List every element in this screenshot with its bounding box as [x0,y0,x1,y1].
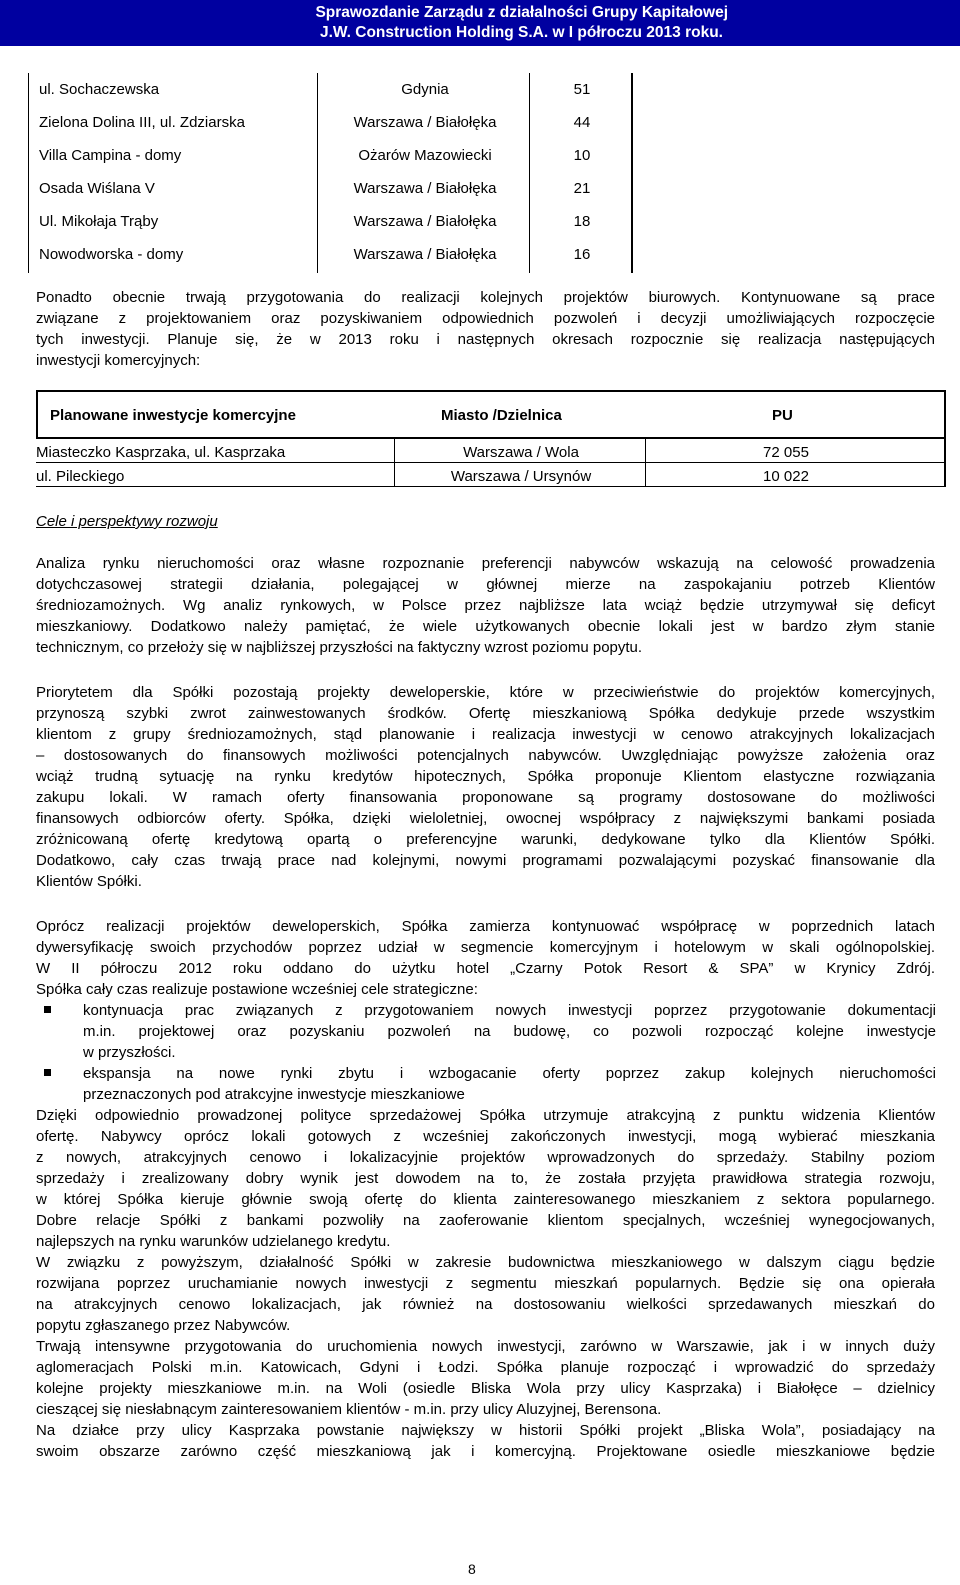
investment-city: Warszawa / Białołęka [353,213,497,230]
investment-name: ul. Pileckiego [36,468,125,485]
table-row [29,238,631,270]
square-bullet-icon [44,1006,51,1013]
investment-area: 10 022 [763,468,809,485]
text-line: ekspansja na nowe rynki zbytu i wzbogacanie oferty poprzez zakup kolejnych nieruchomości [83,1065,936,1082]
text-line: Dzięki odpowiednio prowadzonej polityce sprzedażowej Spółka utrzymuje atrakcyjną z punktu widzenia Klientów [36,1107,935,1124]
investment-count: 18 [573,213,591,230]
table-row [29,205,631,237]
investment-count: 51 [573,81,591,98]
text-line: klientom z grupy średniozamożnych, stąd planowanie i realizacja inwestycji w cenowo atrakcyjnych lokalizacjach [36,726,935,743]
investment-name: Nowodworska - domy [39,246,184,263]
text-line: Analiza rynku nieruchomości oraz własne rozpoznanie preferencji nabywców wskazują na celowość prowadzenia [36,555,935,572]
text-line: najlepszych na rynku warunków udzielanego kredytu. [36,1233,391,1250]
header-title-line1: Sprawozdanie Zarządu z działalności Grupy Kapitałowej [315,4,728,21]
table-header-row [36,390,946,439]
text-line: cieszącej się niesłabnącym zainteresowaniem klientów - m.in. przy ulicy Aluzyjnej, Berensona. [36,1401,662,1418]
text-line: Na działce przy ulicy Kasprzaka powstanie największy w historii Spółki projekt „Bliska Wola”, posiadający na [36,1422,935,1439]
table-row [29,106,631,138]
text-line: kolejne projekty mieszkaniowe m.in. na Woli (osiedle Bliska Wola przy ulicy Kasprzaka) i Białołęce – dzielnicy [36,1380,935,1397]
investment-city: Warszawa / Wola [463,444,579,461]
investment-count: 10 [573,147,591,164]
text-line: w której Spółka kieruje głównie swoją ofertę do klienta zainteresowanego mieszkaniem z sektora popularnego. [36,1191,935,1208]
square-bullet-icon [44,1069,51,1076]
text-line: dotychczasowej strategii działania, polegającej w głównej mierze na zaspokajaniu potrzeb Klientów [36,576,935,593]
text-line: finansowych odbiorców oferty. Spółka, dzięki wieloletniej, owocnej współpracy z największymi bankami posiada [36,810,935,827]
paragraph-diversification [36,916,935,1000]
text-line: – dostosowanych do finansowych możliwości potencjalnych nabywców. Uwzględniając powyższe założenia oraz [36,747,935,764]
header-title-line2: J.W. Construction Holding S.A. w I półroczu 2013 roku. [319,24,723,41]
text-line: mieszkaniowy. Dodatkowo należy pamiętać, że wiele użytkowanych obecnie lokali jest w bardzo złym stanie [36,618,935,635]
table-row [29,139,631,171]
text-line: inwestycji komercyjnych: [36,352,201,369]
text-line: Priorytetem dla Spółki pozostają projekty deweloperskie, które w przeciwieństwie do projektów komercyjnych, [36,684,935,701]
text-line: w przyszłości. [83,1044,176,1061]
text-line: technicznym, co przełoży się w najbliższej przyszłości na faktyczny wzrost poziomu popytu. [36,639,643,656]
text-line: popytu zgłaszanego przez Nabywców. [36,1317,291,1334]
text-line: z nowych, atrakcyjnych cenowo i lokalizacyjnie projektów wprowadzonych do sprzedaży. Stabilny poziom [36,1149,935,1166]
paragraph-market-analysis [36,553,935,658]
text-line: Dodatkowo, cały czas trwają prace nad kolejnymi, nowymi programami pozwalającymi pozyskać finansowanie dla [36,852,935,869]
text-line: swoim obszarze zarówno część mieszkaniową jak i komercyjną. Projektowane osiedle mieszkaniowe będzie [36,1443,935,1460]
investment-count: 21 [573,180,591,197]
text-line: Trwają intensywne przygotowania do uruchomienia nowych inwestycji, zarówno w Warszawie, jak i w innych duży [36,1338,935,1355]
list-item [36,1063,936,1105]
text-line: aglomeracjach Polski m.in. Katowicach, Gdyni i Łodzi. Spółka planuje rozpocząć i wprowadzić do sprzedaży [36,1359,935,1376]
text-line: zróżnicowaną ofertę kredytową opartą o preferencyjne warunki, dedykowane tylko dla Klientów Spółki. [36,831,935,848]
text-line: Klientów Spółki. [36,873,142,890]
text-line: dywersyfikację swoich przychodów poprzez udział w segmencie komercyjnym i hotelowym w skali ogólnopolskiej. [36,939,935,956]
text-line: m.in. projektowej oraz pozyskaniu pozwoleń na budowę, co pozwoli rozpocząć kolejne inwestycje [83,1023,936,1040]
section-title: Cele i perspektywy rozwoju [36,513,218,530]
table-header-cell: Miasto /Dzielnica [441,407,562,424]
text-line: przeznaczonych pod atrakcyjne inwestycje mieszkaniowe [83,1086,465,1103]
investment-city: Ożarów Mazowiecki [358,147,492,164]
paragraph-priorities [36,682,935,892]
investment-city: Gdynia [401,81,449,98]
list-item [36,1000,936,1063]
investment-area: 72 055 [763,444,809,461]
table-row [29,172,631,204]
investment-name: Zielona Dolina III, ul. Zdziarska [39,114,245,131]
text-line: tych inwestycji. Planuje się, że w 2013 roku i następnych okresach rozpocznie się realizacja następujących [36,331,935,348]
text-line: Spółka cały czas realizuje postawione wcześniej cele strategiczne: [36,981,478,998]
text-line: związane z projektowaniem oraz pozyskiwaniem odpowiednich pozwoleń i decyzji umożliwiających rozpoczęcie [36,310,935,327]
text-line: Ponadto obecnie trwają przygotowania do realizacji kolejnych projektów biurowych. Kontynuowane są prace [36,289,935,306]
table-row [29,73,631,105]
table-header-cell: PU [772,407,793,424]
text-line: sprzedaży i zrealizowany dobry wynik jest dowodem na to, że została przyjęta prawidłowa strategia rozwoju, [36,1170,935,1187]
investment-city: Warszawa / Białołęka [353,246,497,263]
residential-investments-table [28,73,633,273]
investment-city: Warszawa / Białołęka [353,180,497,197]
investment-name: ul. Sochaczewska [39,81,160,98]
text-line: ofertę. Nabywcy oprócz lokali gotowych z wcześniej zakończonych inwestycji, mogą wybierać mieszkania [36,1128,935,1145]
investment-name: Villa Campina - domy [39,147,182,164]
text-line: Oprócz realizacji projektów deweloperskich, Spółka zamierza kontynuować współpracę w poprzednich latach [36,918,935,935]
table-row [36,441,946,464]
paragraph-commercial-intro [36,287,935,371]
investment-name: Miasteczko Kasprzaka, ul. Kasprzaka [36,444,286,461]
text-line: średniozamożnych. Wg analiz rynkowych, w Polsce przez najbliższe lata wciąż będzie utrzymywał się deficyt [36,597,935,614]
investment-city: Warszawa / Ursynów [450,468,592,485]
text-line: zakupu lokali. W ramach oferty finansowania proponowane są programy dostosowane do możliwości [36,789,935,806]
strategic-goals-list [36,1000,936,1105]
investment-count: 44 [573,114,591,131]
page-number: 8 [468,1561,476,1577]
text-line: W związku z powyższym, działalność Spółki w zakresie budownictwa mieszkaniowego w dalszym ciągu będzie [36,1254,935,1271]
text-line: W II półroczu 2012 roku oddano do użytku hotel „Czarny Potok Resort & SPA” w Krynicy Zdrój. [36,960,935,977]
text-line: rozwijana poprzez uruchamianie nowych inwestycji z segmentu mieszkań popularnych. Będzie się ona opierała [36,1275,935,1292]
investment-name: Osada Wiślana V [39,180,155,197]
paragraph-sales-policy [36,1105,935,1462]
text-line: kontynuacja prac związanych z przygotowaniem nowych inwestycji poprzez przygotowanie dokumentacji [83,1002,936,1019]
investment-name: Ul. Mikołaja Trąby [39,213,159,230]
text-line: na atrakcyjnych cenowo lokalizacjach, jak również na dostosowaniu wielkości sprzedawanych mieszkań do [36,1296,935,1313]
text-line: przynoszą szybki zwrot zainwestowanych środków. Ofertę mieszkaniową Spółka dedykuje przede wszystkim [36,705,935,722]
table-header-cell: Planowane inwestycje komercyjne [50,407,296,424]
investment-city: Warszawa / Białołęka [353,114,497,131]
investment-count: 16 [573,246,591,263]
table-row [36,465,946,488]
text-line: wciąż trudną sytuację na rynku kredytów hipotecznych, Spółka proponuje Klientom elastyczne rozwiązania [36,768,935,785]
text-line: Dobre relacje Spółki z bankami pozwoliły na zaoferowanie klientom specjalnych, wcześniej wynegocjowanych, [36,1212,935,1229]
